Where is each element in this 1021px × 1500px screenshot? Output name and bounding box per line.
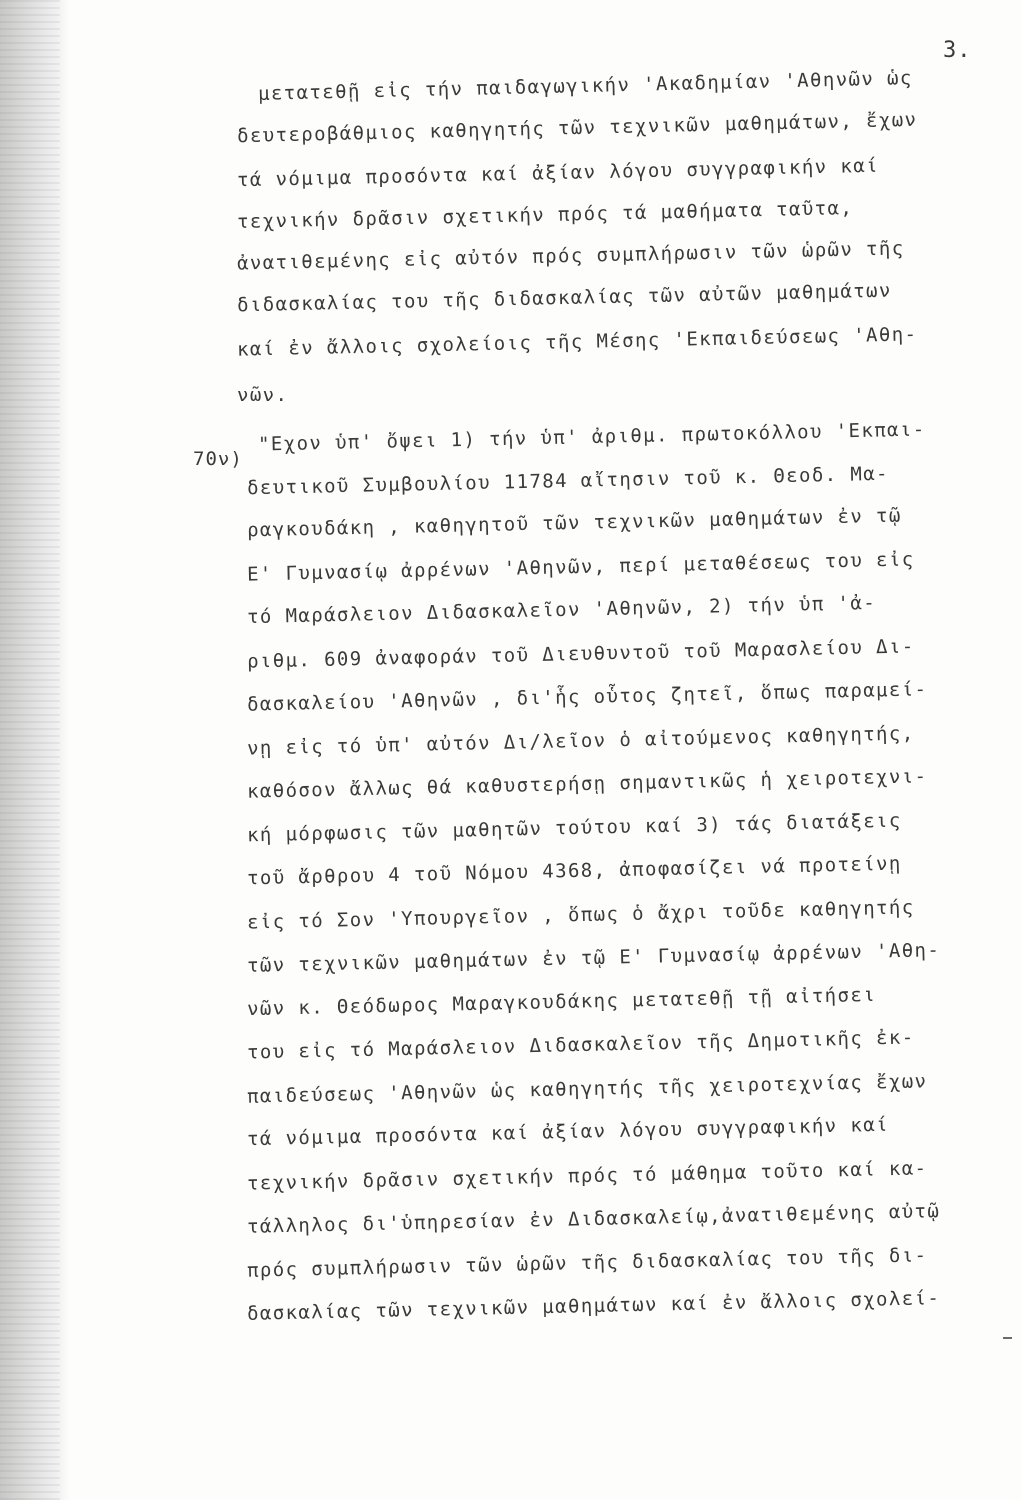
text-line: πρός συμπλήρωσιν τῶν ὡρῶν τῆς διδασκαλίας του τῆς δι-: [246, 1244, 928, 1282]
text-line: νῶν.: [237, 384, 289, 406]
text-line: τοῦ ἄρθρου 4 τοῦ Νόμου 4368, ἀποφασίζει νά προτείνῃ: [246, 852, 902, 890]
text-line: τά νόμιμα προσόντα καί ἀξίαν λόγου συγγραφικήν καί: [246, 1113, 890, 1151]
text-line: τά νόμιμα προσόντα καί ἀξίαν λόγου συγγραφικήν καί: [236, 154, 880, 192]
text-line: ραγκουδάκη , καθηγητοῦ τῶν τεχνικῶν μαθημάτων ἐν τῷ: [246, 504, 902, 542]
text-line: ἀνατιθεμένης εἰς αὐτόν πρός συμπλήρωσιν τῶν ὡρῶν τῆς: [236, 237, 905, 275]
text-line: του εἰς τό Μαράσλειον Διδασκαλεῖον τῆς Δημοτικῆς ἐκ-: [246, 1026, 915, 1064]
text-line: μετατεθῇ εἰς τήν παιδαγωγικήν 'Ακαδημίαν 'Αθηνῶν ὡς: [257, 67, 913, 105]
text-line: κή μόρφωσις τῶν μαθητῶν τούτου καί 3) τάς διατάξεις: [246, 809, 902, 847]
text-line: τάλληλος δι'ὑπηρεσίαν ἐν Διδασκαλείῳ,ἀνατιθεμένης αὐτῷ: [246, 1200, 941, 1238]
text-line: "Εχον ὑπ' ὄψει 1) τήν ὑπ' ἀριθμ. πρωτοκόλλου 'Εκπαι-: [257, 418, 926, 456]
text-line: εἰς τό Σον 'Υπουργεῖον , ὅπως ὁ ἄχρι τοῦδε καθηγητής: [246, 896, 915, 934]
text-line: δευτικοῦ Συμβουλίου 11784 αἴτησιν τοῦ κ. Θεοδ. Μα-: [246, 462, 890, 500]
text-line: παιδεύσεως 'Αθηνῶν ὡς καθηγητής τῆς χειροτεχνίας ἔχων: [246, 1070, 928, 1108]
text-line: δευτεροβάθμιος καθηγητής τῶν τεχνικῶν μαθημάτων, ἔχων: [236, 108, 918, 148]
text-line: τῶν τεχνικῶν μαθημάτων ἐν τῷ Ε' Γυμνασίῳ ἀρρένων 'Αθη-: [246, 939, 941, 977]
text-line: τό Μαράσλειον Διδασκαλεῖον 'Αθηνῶν, 2) τήν ὑπ 'ἀ-: [246, 591, 877, 629]
text-line: ριθμ. 609 ἀναφοράν τοῦ Διευθυντοῦ τοῦ Μαρασλείου Δι-: [246, 635, 915, 673]
page-edge-mark: [1003, 1337, 1012, 1339]
text-line: νῶν κ. Θεόδωρος Μαραγκουδάκης μετατεθῇ τῇ αἰτήσει: [246, 983, 877, 1021]
text-line: τεχνικήν δρᾶσιν σχετικήν πρός τό μάθημα τοῦτο καί κα-: [246, 1157, 928, 1195]
scanned-page-edge: [0, 0, 70, 1500]
text-line: τεχνικήν δρᾶσιν σχετικήν πρός τά μαθήματα ταῦτα,: [236, 197, 854, 233]
text-line: δασκαλείου 'Αθηνῶν , δι'ἧς οὗτος ζητεῖ, ὅπως παραμεί-: [246, 678, 928, 716]
text-line: καί ἐν ἄλλοις σχολείοις τῆς Μέσης 'Εκπαιδεύσεως 'Αθη-: [236, 323, 918, 361]
item-number: 70ν): [193, 448, 243, 470]
text-line: διδασκαλίας του τῆς διδασκαλίας τῶν αὐτῶν μαθημάτων: [236, 279, 892, 317]
page-number: 3.: [943, 38, 972, 63]
text-line: δασκαλίας τῶν τεχνικῶν μαθημάτων καί ἐν ἄλλοις σχολεί-: [246, 1287, 941, 1325]
text-line: καθόσον ἄλλως θά καθυστερήσῃ σημαντικῶς ἡ χειροτεχνι-: [246, 765, 928, 803]
text-line: νῃ εἰς τό ὑπ' αὐτόν Δι/λεῖον ὁ αἰτούμενος καθηγητής,: [246, 722, 915, 760]
text-line: Ε' Γυμνασίῳ ἀρρένων 'Αθηνῶν, περί μεταθέσεως του εἰς: [246, 548, 915, 586]
